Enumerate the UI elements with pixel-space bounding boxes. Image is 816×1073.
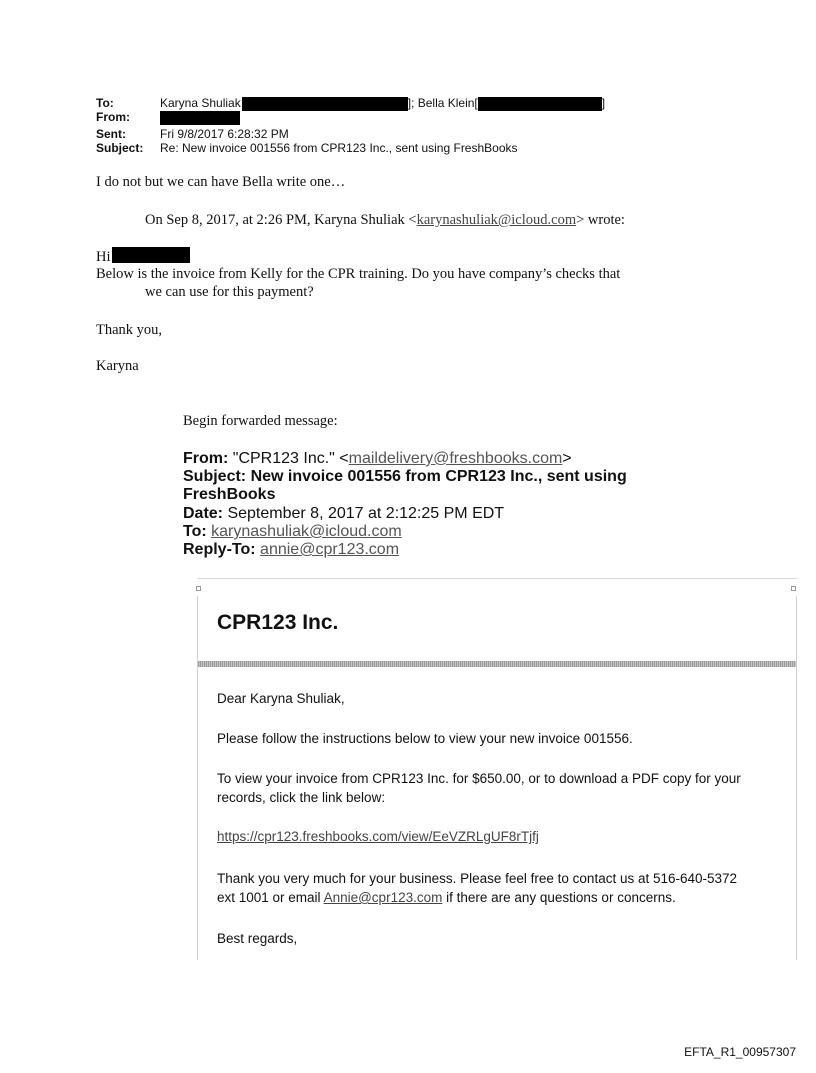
redaction-bar — [478, 97, 602, 111]
fwd-subject-value-2: FreshBooks — [183, 486, 276, 503]
fwd-replyto-row — [183, 541, 399, 560]
card-divider — [198, 661, 796, 667]
subject-label: Subject: — [96, 141, 144, 155]
card-right-border — [796, 596, 797, 960]
document-id: EFTA_R1_00957307 — [684, 1045, 796, 1059]
card-top-border — [197, 578, 797, 579]
fwd-date-value: September 8, 2017 at 2:12:25 PM EDT — [223, 505, 505, 522]
header-subject-row — [96, 142, 518, 155]
fwd-from-label: From: — [183, 450, 229, 467]
fwd-subject-row-2 — [183, 486, 275, 505]
redaction-bar — [112, 247, 190, 263]
quote-intro-after: > wrote: — [576, 212, 625, 228]
header-to-row — [96, 97, 605, 111]
fwd-subject-row — [183, 468, 627, 487]
begin-forwarded: Begin forwarded message: — [183, 413, 338, 429]
to-label: To: — [96, 96, 114, 111]
broken-image-icon — [791, 586, 796, 591]
thanks-line-1: Thank you very much for your business. Please feel free to contact us at 516-640-5372 — [217, 871, 738, 886]
view-line-1: To view your invoice from CPR123 Inc. for $650.00, or to download a PDF copy for your — [217, 771, 741, 786]
contact-email-link[interactable]: Annie@cpr123.com — [323, 890, 443, 905]
header-from-row — [96, 111, 240, 125]
redaction-bar — [160, 111, 240, 125]
fwd-subject-label: Subject: — [183, 468, 247, 485]
subject-value: Re: New invoice 001556 from CPR123 Inc., sent using FreshBooks — [160, 141, 518, 155]
instructions-line: Please follow the instructions below to view your new invoice 001556. — [217, 731, 633, 746]
from-label: From: — [96, 110, 130, 125]
thanks-line-2-before: ext 1001 or email — [217, 890, 324, 905]
signature: Karyna — [96, 358, 139, 374]
quote-intro-email-link[interactable]: karynashuliak@icloud.com — [416, 212, 577, 228]
reply-line: I do not but we can have Bella write one… — [96, 174, 346, 190]
redaction-bar — [242, 97, 408, 111]
fwd-from-end: > — [562, 450, 572, 467]
fwd-date-row — [183, 505, 504, 524]
fwd-subject-value: New invoice 001556 from CPR123 Inc., sent using — [246, 468, 627, 485]
to-separator: ]; Bella Klein[ — [407, 96, 478, 111]
message-line-1: Below is the invoice from Kelly for the CPR training. Do you have company’s checks that — [96, 266, 621, 282]
broken-image-icon — [196, 586, 201, 591]
quote-intro-before: On Sep 8, 2017, at 2:26 PM, Karyna Shuliak < — [145, 212, 417, 228]
header-sent-row — [96, 128, 289, 141]
fwd-from-email-link[interactable]: maildelivery@freshbooks.com — [348, 450, 563, 467]
fwd-replyto-email-link[interactable]: annie@cpr123.com — [260, 541, 400, 558]
fwd-from-name: "CPR123 Inc." < — [228, 450, 349, 467]
quote-intro — [145, 212, 625, 229]
greeting-line — [96, 247, 190, 266]
fwd-to-email-link[interactable]: karynashuliak@icloud.com — [211, 523, 402, 540]
card-left-border — [197, 596, 198, 960]
to-end: ] — [601, 96, 606, 111]
invoice-link-row — [217, 827, 782, 846]
sent-label: Sent: — [96, 127, 126, 141]
fwd-replyto-label: Reply-To: — [183, 541, 256, 558]
closing-line: Best regards, — [217, 931, 298, 946]
fwd-to-label: To: — [183, 523, 207, 540]
view-line-2: records, click the link below: — [217, 790, 386, 805]
dear-line: Dear Karyna Shuliak, — [217, 691, 345, 706]
greeting: Hi — [96, 249, 111, 265]
to-name-1: Karyna Shuliak — [160, 96, 241, 111]
fwd-from-row — [183, 450, 572, 469]
fwd-to-row — [183, 523, 402, 542]
message-line-2: we can use for this payment? — [145, 284, 314, 300]
thanks-line-2-after: if there are any questions or concerns. — [442, 890, 676, 905]
sent-value: Fri 9/8/2017 6:28:32 PM — [160, 127, 289, 141]
company-name: CPR123 Inc. — [217, 611, 339, 634]
invoice-link[interactable]: https://cpr123.freshbooks.com/view/EeVZRLgUF8rTjfj — [217, 829, 539, 844]
thanks-line-2 — [217, 888, 782, 907]
thanks: Thank you, — [96, 322, 163, 338]
fwd-date-label: Date: — [183, 505, 224, 522]
